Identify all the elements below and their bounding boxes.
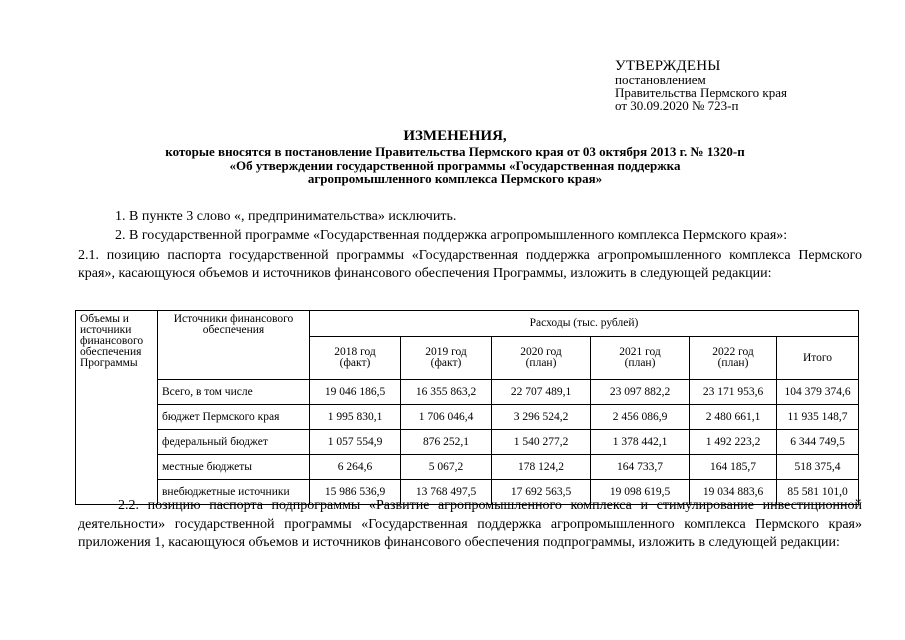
table-row — [76, 455, 859, 480]
value-cell: 19 046 186,5 — [310, 380, 401, 405]
row-label-cell — [76, 311, 158, 505]
value-cell: 178 124,2 — [492, 455, 591, 480]
source-header-cell — [158, 311, 310, 380]
year-note: (план) — [624, 357, 656, 369]
total-cell: 11 935 148,7 — [777, 405, 859, 430]
source-cell: внебюджетные источники — [158, 480, 310, 505]
value-cell: 19 034 883,6 — [690, 480, 777, 505]
value-cell: 1 492 223,2 — [690, 430, 777, 455]
year-note: (факт) — [430, 357, 462, 369]
source-cell: федеральный бюджет — [158, 430, 310, 455]
total-cell: 85 581 101,0 — [777, 480, 859, 505]
year-label: 2019 год — [425, 346, 467, 358]
year-note: (факт) — [339, 357, 371, 369]
value-cell: 164 185,7 — [690, 455, 777, 480]
value-cell: 1 995 830,1 — [310, 405, 401, 430]
value-cell: 19 098 619,5 — [591, 480, 690, 505]
table-row — [76, 405, 859, 430]
year-header — [401, 337, 492, 380]
paragraph-2-1: 2.1. позицию паспорта государственной программы «Государственная поддержка агропромышленного комплекса Пермского края», касающуюся объемов и источников финансового обеспечения Программы, изложить в следующей редакции: — [78, 248, 862, 281]
document-title: ИЗМЕНЕНИЯ, — [403, 128, 507, 144]
year-header — [690, 337, 777, 380]
paragraph-1: 1. В пункте 3 слово «, предпринимательства» исключить. — [115, 209, 457, 224]
value-cell: 3 296 524,2 — [492, 405, 591, 430]
value-cell: 22 707 489,1 — [492, 380, 591, 405]
financing-table — [75, 310, 859, 505]
year-note: (план) — [525, 357, 557, 369]
value-cell: 23 171 953,6 — [690, 380, 777, 405]
paragraph-2: 2. В государственной программе «Государственная поддержка агропромышленного комплекса Пермского края»: — [115, 228, 788, 243]
value-cell: 1 057 554,9 — [310, 430, 401, 455]
paragraph-2-2: 2.2. позицию паспорта подпрограммы «Развитие агропромышленного комплекса и стимулирование инвестиционной деятельности» государственной программы «Государственная поддержка агропромышленного комплекса Пермского края» приложения 1, касающуюся объемов и источников финансового обеспечения подпрограммы, изложить в следующей редакции: — [78, 498, 862, 550]
value-cell: 164 733,7 — [591, 455, 690, 480]
year-note: (план) — [717, 357, 749, 369]
value-cell: 1 706 046,4 — [401, 405, 492, 430]
value-cell: 16 355 863,2 — [401, 380, 492, 405]
value-cell: 23 097 882,2 — [591, 380, 690, 405]
value-cell: 2 456 086,9 — [591, 405, 690, 430]
value-cell: 13 768 497,5 — [401, 480, 492, 505]
source-cell: Всего, в том числе — [158, 380, 310, 405]
heading-line-2: «Об утверждении государственной программы «Государственная поддержка — [229, 157, 681, 173]
heading-line-3: агропромышленного комплекса Пермского края» — [307, 171, 603, 186]
value-cell: 1 540 277,2 — [492, 430, 591, 455]
total-cell: 518 375,4 — [777, 455, 859, 480]
total-header: Итого — [777, 337, 859, 380]
year-header — [310, 337, 401, 380]
source-cell: местные бюджеты — [158, 455, 310, 480]
year-label: 2020 год — [520, 346, 562, 358]
value-cell: 15 986 536,9 — [310, 480, 401, 505]
year-label: 2021 год — [619, 346, 661, 358]
table-row — [76, 380, 859, 405]
value-cell: 17 692 563,5 — [492, 480, 591, 505]
year-label: 2022 год — [712, 346, 754, 358]
value-cell: 1 378 442,1 — [591, 430, 690, 455]
value-cell: 5 067,2 — [401, 455, 492, 480]
source-cell: бюджет Пермского края — [158, 405, 310, 430]
approval-line-2: Правительства Пермского края — [615, 85, 787, 100]
value-cell: 2 480 661,1 — [690, 405, 777, 430]
value-cell: 6 264,6 — [310, 455, 401, 480]
value-cell: 876 252,1 — [401, 430, 492, 455]
year-label: 2018 год — [334, 346, 376, 358]
source-header: Источники финансового обеспечения — [173, 313, 294, 336]
table-row — [76, 430, 859, 455]
approval-line-3: от 30.09.2020 № 723-п — [615, 98, 739, 113]
approval-status: УТВЕРЖДЕНЫ — [615, 58, 721, 74]
heading-line-1: которые вносятся в постановление Правительства Пермского края от 03 октября 2013 г. № 1320-п — [165, 144, 745, 159]
year-header — [492, 337, 591, 380]
total-cell: 6 344 749,5 — [777, 430, 859, 455]
total-cell: 104 379 374,6 — [777, 380, 859, 405]
expenses-header: Расходы (тыс. рублей) — [310, 311, 859, 337]
row-label: Объемы и источники финансового обеспечения Программы — [80, 313, 144, 369]
year-header — [591, 337, 690, 380]
approval-stamp — [615, 60, 787, 112]
document-heading — [60, 128, 850, 186]
approval-line-1: постановлением — [615, 72, 706, 87]
